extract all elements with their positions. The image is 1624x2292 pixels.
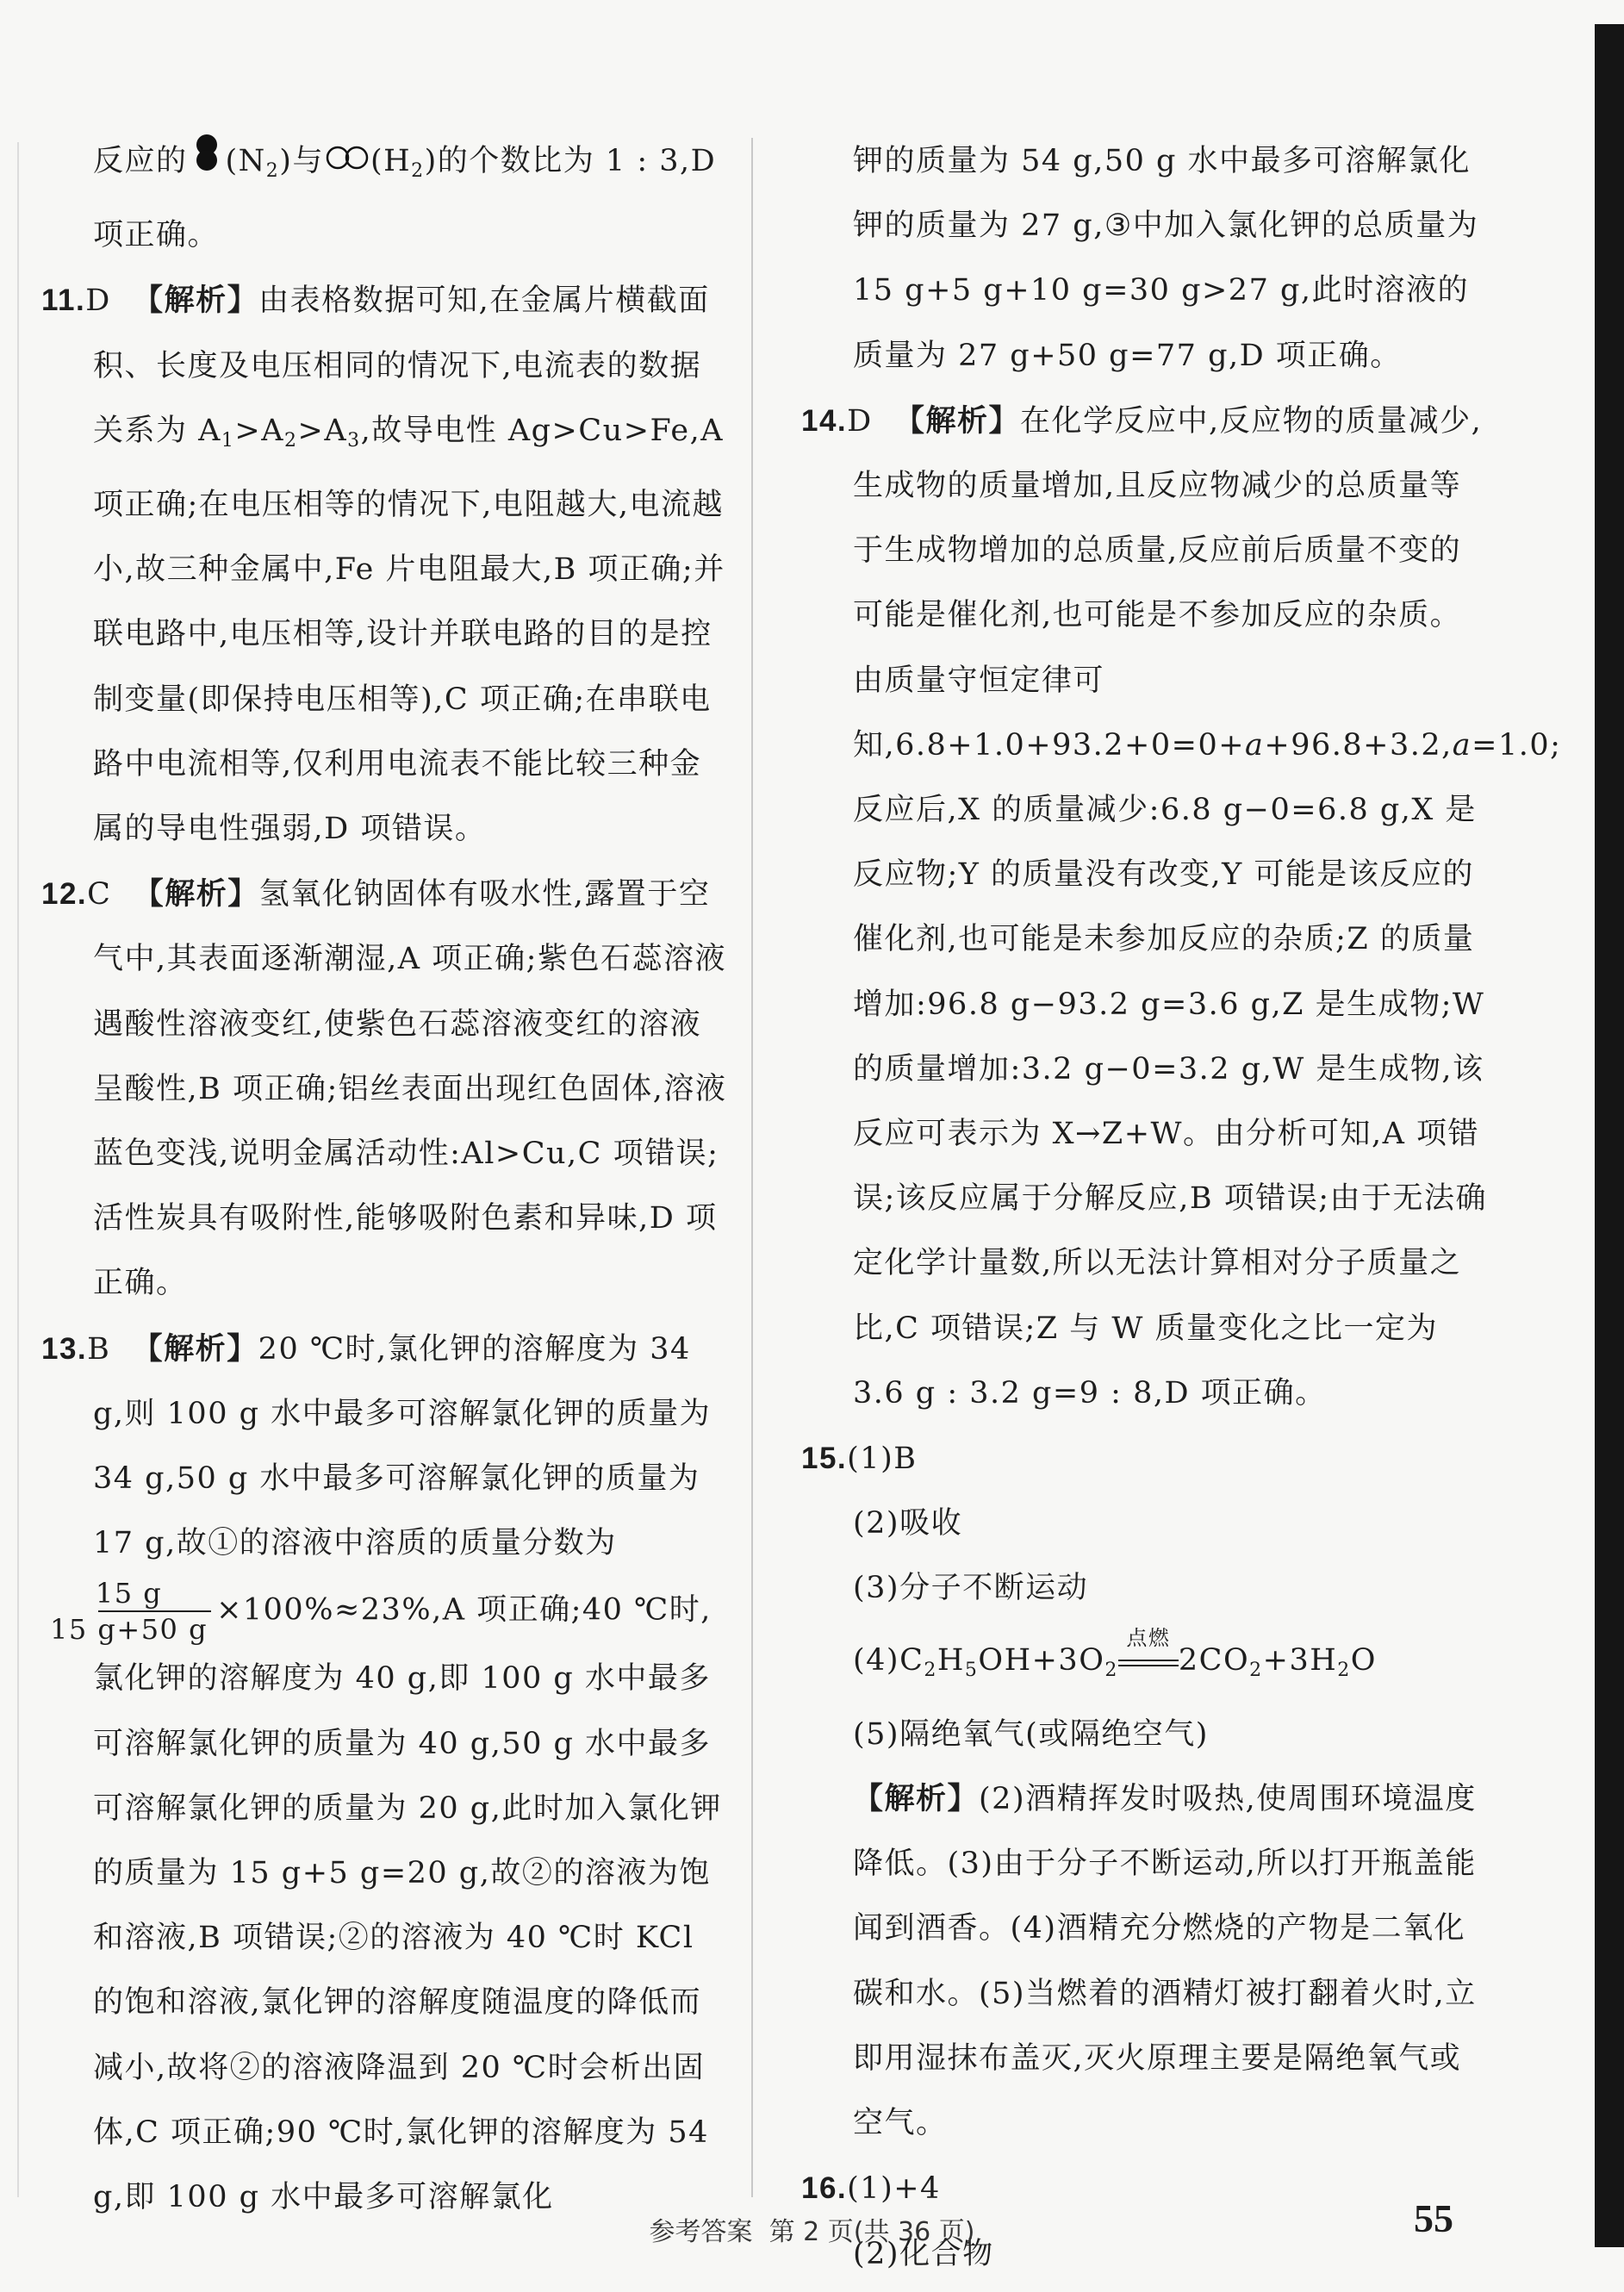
h2-molecule-icon <box>324 130 370 195</box>
right-column <box>801 129 1562 2287</box>
combustion-equation: $(4)C_2H_5OH+3O_2$ 点燃 $2CO_2+3H_2O$ <box>853 1626 1377 1681</box>
question-15: 15.(1)B (2)吸收 (3)分子不断运动 $(4)C_2H_5OH+3O_2$ 点燃 $2CO_2+3H_2O$ (5)隔绝氧气(或隔绝空气) 【解析】(2)酒精挥发时吸热,使周围环境温度降低。(3)由于分子不断运动,所以打开瓶盖能闻到酒香。(4)酒精充分燃烧的产物是二氧化碳和水。(5)当燃着的酒精灯被打翻着火时,立即用湿抹布盖灭,灭火原理主要是隔绝氧气或空气。 <box>801 1426 1490 2156</box>
scan-edge-bar <box>1595 24 1624 2247</box>
mass-fraction: $\frac{15 g}{15 g+50 g}$ <box>98 1576 211 1647</box>
q10-tail: 反应的 $(N_2)$与 $(H_2)$的个数比为 1 : 3,D 项正确。 <box>41 129 731 268</box>
question-16: 16.(1)+4 (2)化合物 <box>801 2171 994 2271</box>
n2-molecule-icon <box>188 130 226 195</box>
question-13: 13.B 【解析】20 ℃时,氯化钾的溶解度为 34 g,则 100 g 水中最多可溶解氯化钾的质量为 34 g,50 g 水中最多可溶解氯化钾的质量为 17 g,故①的溶液中溶质的质量分数为 $\frac{15 g}{15 g+50 g}$ ×100%≈23%,A 项正确;40 ℃时,氯化钾的溶解度为 40 g,即 100 g 水中最多可溶解氯化钾的质量为 40 g,50 g 水中最多可溶解氯化钾的质量为 20 g,此时加入氯化钾的质量为 15 g+5 g=20 g,故②的溶液为饱和溶液,B 项错误;②的溶液为 40 ℃时 KCl 的饱和溶液,氯化钾的溶解度随温度的降低而减小,故将②的溶液降温到 20 ℃时会析出固体,C 项正确;90 ℃时,氯化钾的溶解度为 54 g,即 100 g 水中最多可溶解氯化 <box>41 1331 722 2215</box>
question-14: 14.D 【解析】在化学反应中,反应物的质量减少,生成物的质量增加,且反应物减少的总质量等于生成物增加的总质量,反应前后质量不变的可能是催化剂,也可能是不参加反应的杂质。由质量守恒定律可知,6.8+1.0+93.2+0=0+a+96.8+3.2,a=1.0;反应后,X 的质量减少:6.8 g−0=6.8 g,X 是反应物;Y 的质量没有改变,Y 可能是该反应的催化剂,也可能是未参加反应的杂质;Z 的质量增加:96.8 g−93.2 g=3.6 g,Z 是生成物;W 的质量增加:3.2 g−0=3.2 g,W 是生成物,该反应可表示为 X→Z+W。由分析可知,A 项错误;该反应属于分解反应,B 项错误;由于无法确定化学计量数,所以无法计算相对分子质量之比,C 项错误;Z 与 W 质量变化之比一定为 3.6 g : 3.2 g=9 : 8,D 项正确。 <box>801 403 1562 1411</box>
question-12: 12.C 【解析】氢氧化钠固体有吸水性,露置于空气中,其表面逐渐潮湿,A 项正确;紫色石蕊溶液遇酸性溶液变红,使紫色石蕊溶液变红的溶液呈酸性,B 项正确;铝丝表面出现红色固体,溶液蓝色变浅,说明金属活动性:Al>Cu,C 项错误;活性炭具有吸附性,能够吸附色素和异味,D 项正确。 <box>41 877 727 1301</box>
left-column <box>41 129 731 2230</box>
column-divider <box>751 138 753 2197</box>
q13-continued: 钾的质量为 54 g,50 g 水中最多可溶解氯化钾的质量为 27 g,③中加入氯化钾的总质量为 15 g+5 g+10 g=30 g>27 g,此时溶液的质量为 27 g+50 g=77 g,D 项正确。 <box>853 144 1479 373</box>
left-margin-line <box>17 142 19 2197</box>
page-number: 55 <box>1414 2196 1453 2240</box>
q15-explanation: 【解析】(2)酒精挥发时吸热,使周围环境温度降低。(3)由于分子不断运动,所以打开瓶盖能闻到酒香。(4)酒精充分燃烧的产物是二氧化碳和水。(5)当燃着的酒精灯被打翻着火时,立即用湿抹布盖灭,灭火原理主要是隔绝氧气或空气。 <box>853 1782 1477 2141</box>
question-11: 11.D 【解析】由表格数据可知,在金属片横截面积、长度及电压相同的情况下,电流表的数据关系为 $A_1>A_2>A_3$,故导电性 Ag>Cu>Fe,A 项正确;在电压相等的情况下,电阻越大,电流越小,故三种金属中,Fe 片电阻最大,B 项正确;并联电路中,电压相等,设计并联电路的目的是控制变量(即保持电压相等),C 项正确;在串联电路中电流相等,仅利用电流表不能比较三种金属的导电性强弱,D 项错误。 <box>41 283 725 847</box>
page-footer: 参考答案 第 2 页(共 36 页) <box>649 2217 975 2247</box>
reaction-arrow: 点燃 <box>1118 1656 1179 1666</box>
